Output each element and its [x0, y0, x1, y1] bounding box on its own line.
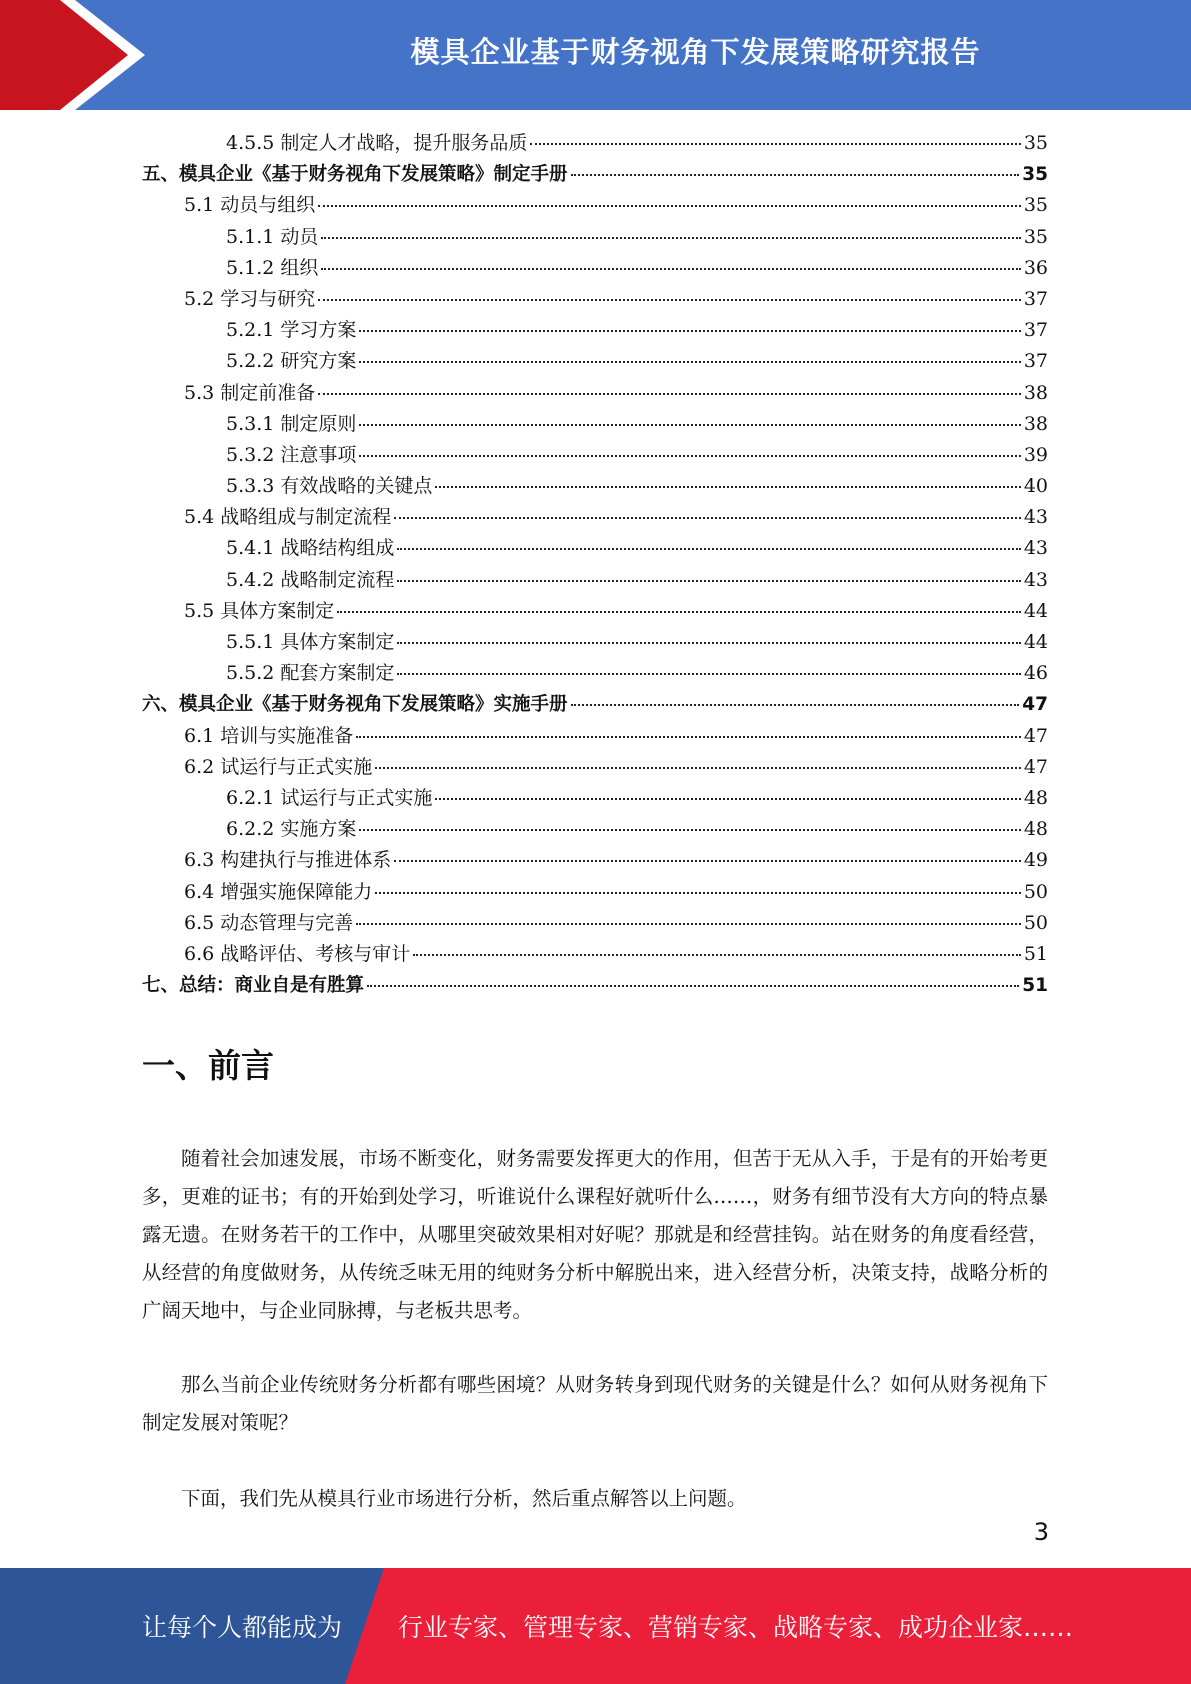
- toc-entry[interactable]: [142, 284, 1048, 315]
- toc-dot-leader: [359, 455, 1020, 457]
- toc-entry-page: 49: [1023, 849, 1048, 872]
- toc-entry-title: 5.5 具体方案制定: [184, 599, 335, 622]
- toc-entry-page: 51: [1023, 942, 1048, 965]
- toc-entry[interactable]: [142, 783, 1048, 814]
- toc-dot-leader: [397, 642, 1020, 644]
- toc-entry-page: 51: [1022, 975, 1048, 997]
- toc-entry-page: 37: [1023, 319, 1048, 342]
- toc-entry[interactable]: [142, 752, 1048, 783]
- toc-entry-page: 35: [1022, 164, 1048, 186]
- footer-slogan-left: 让每个人都能成为: [142, 1613, 343, 1642]
- toc-entry-page: 43: [1023, 568, 1048, 591]
- toc-entry-page: 50: [1023, 880, 1048, 903]
- toc-entry-title: 5.5.2 配套方案制定: [226, 662, 395, 685]
- toc-entry[interactable]: [142, 658, 1048, 689]
- toc-dot-leader: [397, 580, 1020, 582]
- toc-entry-page: 35: [1023, 132, 1048, 154]
- footer-slogan-right: 行业专家、管理专家、营销专家、战略专家、成功企业家……: [398, 1613, 1074, 1642]
- toc-entry-title: 5.1 动员与组织: [184, 194, 316, 217]
- toc-entry-title: 六、模具企业《基于财务视角下发展策略》实施手册: [142, 694, 568, 716]
- toc-entry-title: 6.3 构建执行与推进体系: [184, 849, 392, 872]
- toc-entry-title: 6.4 增强实施保障能力: [184, 880, 373, 903]
- toc-entry[interactable]: [142, 814, 1048, 845]
- toc-entry-title: 4.5.5 制定人才战略，提升服务品质: [226, 132, 528, 154]
- toc-entry-page: 47: [1023, 724, 1048, 747]
- toc-entry-title: 5.2.2 研究方案: [226, 350, 357, 373]
- toc-dot-leader: [413, 954, 1021, 956]
- toc-entry-page: 36: [1023, 256, 1048, 279]
- toc-entry[interactable]: [142, 970, 1048, 1001]
- toc-entry[interactable]: [142, 689, 1048, 720]
- toc-dot-leader: [359, 424, 1020, 426]
- toc-entry-page: 43: [1023, 506, 1048, 529]
- toc-entry-title: 5.1.2 组织: [226, 256, 319, 279]
- toc-dot-leader: [571, 174, 1020, 176]
- toc-entry[interactable]: [142, 533, 1048, 564]
- toc-entry-title: 5.3 制定前准备: [184, 381, 316, 404]
- toc-entry-title: 5.4 战略组成与制定流程: [184, 506, 392, 529]
- toc-entry-page: 44: [1023, 599, 1048, 622]
- toc-entry-title: 6.1 培训与实施准备: [184, 724, 354, 747]
- toc-entry-page: 43: [1023, 537, 1048, 560]
- toc-entry-title: 6.2.2 实施方案: [226, 818, 357, 841]
- toc-dot-leader: [318, 205, 1021, 207]
- toc-dot-leader: [318, 393, 1021, 395]
- toc-entry-page: 47: [1023, 755, 1048, 778]
- header-banner: [0, 0, 1191, 110]
- toc-entry-title: 6.6 战略评估、考核与审计: [184, 942, 411, 965]
- toc-entry-title: 5.3.3 有效战略的关键点: [226, 475, 433, 498]
- toc-entry[interactable]: [142, 409, 1048, 440]
- toc-entry[interactable]: [142, 565, 1048, 596]
- intro-paragraph-2: 那么当前企业传统财务分析都有哪些困境？从财务转身到现代财务的关键是什么？如何从财务视角下制定发展对策呢？: [142, 1373, 1048, 1434]
- toc-entry[interactable]: [142, 159, 1048, 190]
- section-heading: 一、前言: [142, 1046, 274, 1085]
- toc-entry-title: 5.1.1 动员: [226, 225, 319, 248]
- toc-entry-page: 37: [1023, 287, 1048, 310]
- toc-entry-title: 6.2.1 试运行与正式实施: [226, 786, 433, 809]
- toc-entry-title: 5.2 学习与研究: [184, 287, 316, 310]
- toc-dot-leader: [571, 704, 1020, 706]
- toc-dot-leader: [359, 330, 1020, 332]
- toc-dot-leader: [337, 611, 1021, 613]
- toc-entry-page: 48: [1023, 786, 1048, 809]
- toc-dot-leader: [530, 143, 1020, 145]
- toc-entry-page: 38: [1023, 381, 1048, 404]
- toc-entry[interactable]: [142, 939, 1048, 970]
- toc-entry[interactable]: [142, 378, 1048, 409]
- toc-entry[interactable]: [142, 627, 1048, 658]
- toc-entry-title: 5.2.1 学习方案: [226, 319, 357, 342]
- toc-entry[interactable]: [142, 346, 1048, 377]
- toc-dot-leader: [397, 673, 1020, 675]
- toc-entry-page: 37: [1023, 350, 1048, 373]
- toc-entry[interactable]: [142, 222, 1048, 253]
- toc-entry-page: 44: [1023, 631, 1048, 653]
- toc-entry-page: 39: [1023, 443, 1048, 466]
- toc-entry-page: 48: [1023, 818, 1048, 841]
- toc-entry-title: 5.4.1 战略结构组成: [226, 537, 395, 560]
- document-title: 模具企业基于财务视角下发展策略研究报告: [410, 34, 981, 69]
- toc-dot-leader: [356, 736, 1021, 738]
- toc-entry-page: 46: [1023, 662, 1048, 685]
- toc-dot-leader: [318, 299, 1021, 301]
- toc-entry[interactable]: [142, 471, 1048, 502]
- toc-entry-page: 38: [1023, 412, 1048, 435]
- toc-entry-title: 5.3.2 注意事项: [226, 443, 357, 466]
- toc-entry-title: 5.4.2 战略制定流程: [226, 568, 395, 591]
- toc-entry[interactable]: [142, 908, 1048, 939]
- toc-dot-leader: [321, 237, 1020, 239]
- intro-paragraph-3: 下面，我们先从模具行业市场进行分析，然后重点解答以上问题。: [181, 1487, 747, 1510]
- toc-entry[interactable]: [142, 440, 1048, 471]
- toc-entry[interactable]: [142, 721, 1048, 752]
- toc-dot-leader: [375, 767, 1021, 769]
- toc-entry[interactable]: [142, 596, 1048, 627]
- footer-banner: [0, 1568, 1191, 1684]
- toc-entry[interactable]: [142, 502, 1048, 533]
- toc-entry[interactable]: [142, 315, 1048, 346]
- toc-dot-leader: [435, 486, 1020, 488]
- toc-entry[interactable]: [142, 253, 1048, 284]
- toc-entry-page: 50: [1023, 911, 1048, 934]
- toc-entry[interactable]: [142, 877, 1048, 908]
- toc-entry-page: 35: [1023, 225, 1048, 248]
- toc-entry-title: 6.2 试运行与正式实施: [184, 755, 373, 778]
- toc-dot-leader: [367, 985, 1019, 987]
- page-number: 3: [1033, 1518, 1049, 1546]
- toc-dot-leader: [397, 548, 1020, 550]
- toc-entry[interactable]: [142, 128, 1048, 159]
- toc-dot-leader: [321, 268, 1020, 270]
- table-of-contents: [142, 128, 1048, 1001]
- toc-entry-page: 40: [1023, 475, 1048, 498]
- toc-dot-leader: [359, 829, 1020, 831]
- toc-entry-title: 5.3.1 制定原则: [226, 412, 357, 435]
- toc-entry[interactable]: [142, 845, 1048, 876]
- toc-entry[interactable]: [142, 190, 1048, 221]
- toc-entry-page: 47: [1022, 694, 1048, 716]
- toc-dot-leader: [375, 892, 1021, 894]
- intro-paragraph-1: 随着社会加速发展，市场不断变化，财务需要发挥更大的作用，但苦于无从入手，于是有的开始考更多，更难的证书；有的开始到处学习，听谁说什么课程好就听什么……，财务有细节没有大方向的特点暴露无遗。在财务若干的工作中，从哪里突破效果相对好呢？那就是和经营挂钩。站在财务的角度看经营，从经营的角度做财务，从传统乏味无用的纯财务分析中解脱出来，进入经营分析，决策支持，战略分析的广阔天地中，与企业同脉搏，与老板共思考。: [142, 1147, 1048, 1322]
- toc-dot-leader: [394, 517, 1021, 519]
- toc-dot-leader: [356, 923, 1021, 925]
- toc-entry-title: 5.5.1 具体方案制定: [226, 631, 395, 653]
- toc-dot-leader: [359, 361, 1020, 363]
- toc-entry-title: 五、模具企业《基于财务视角下发展策略》制定手册: [142, 164, 568, 186]
- toc-entry-page: 35: [1023, 194, 1048, 217]
- toc-dot-leader: [394, 860, 1021, 862]
- toc-dot-leader: [435, 798, 1020, 800]
- toc-entry-title: 6.5 动态管理与完善: [184, 911, 354, 934]
- toc-entry-title: 七、总结：商业自是有胜算: [142, 975, 365, 997]
